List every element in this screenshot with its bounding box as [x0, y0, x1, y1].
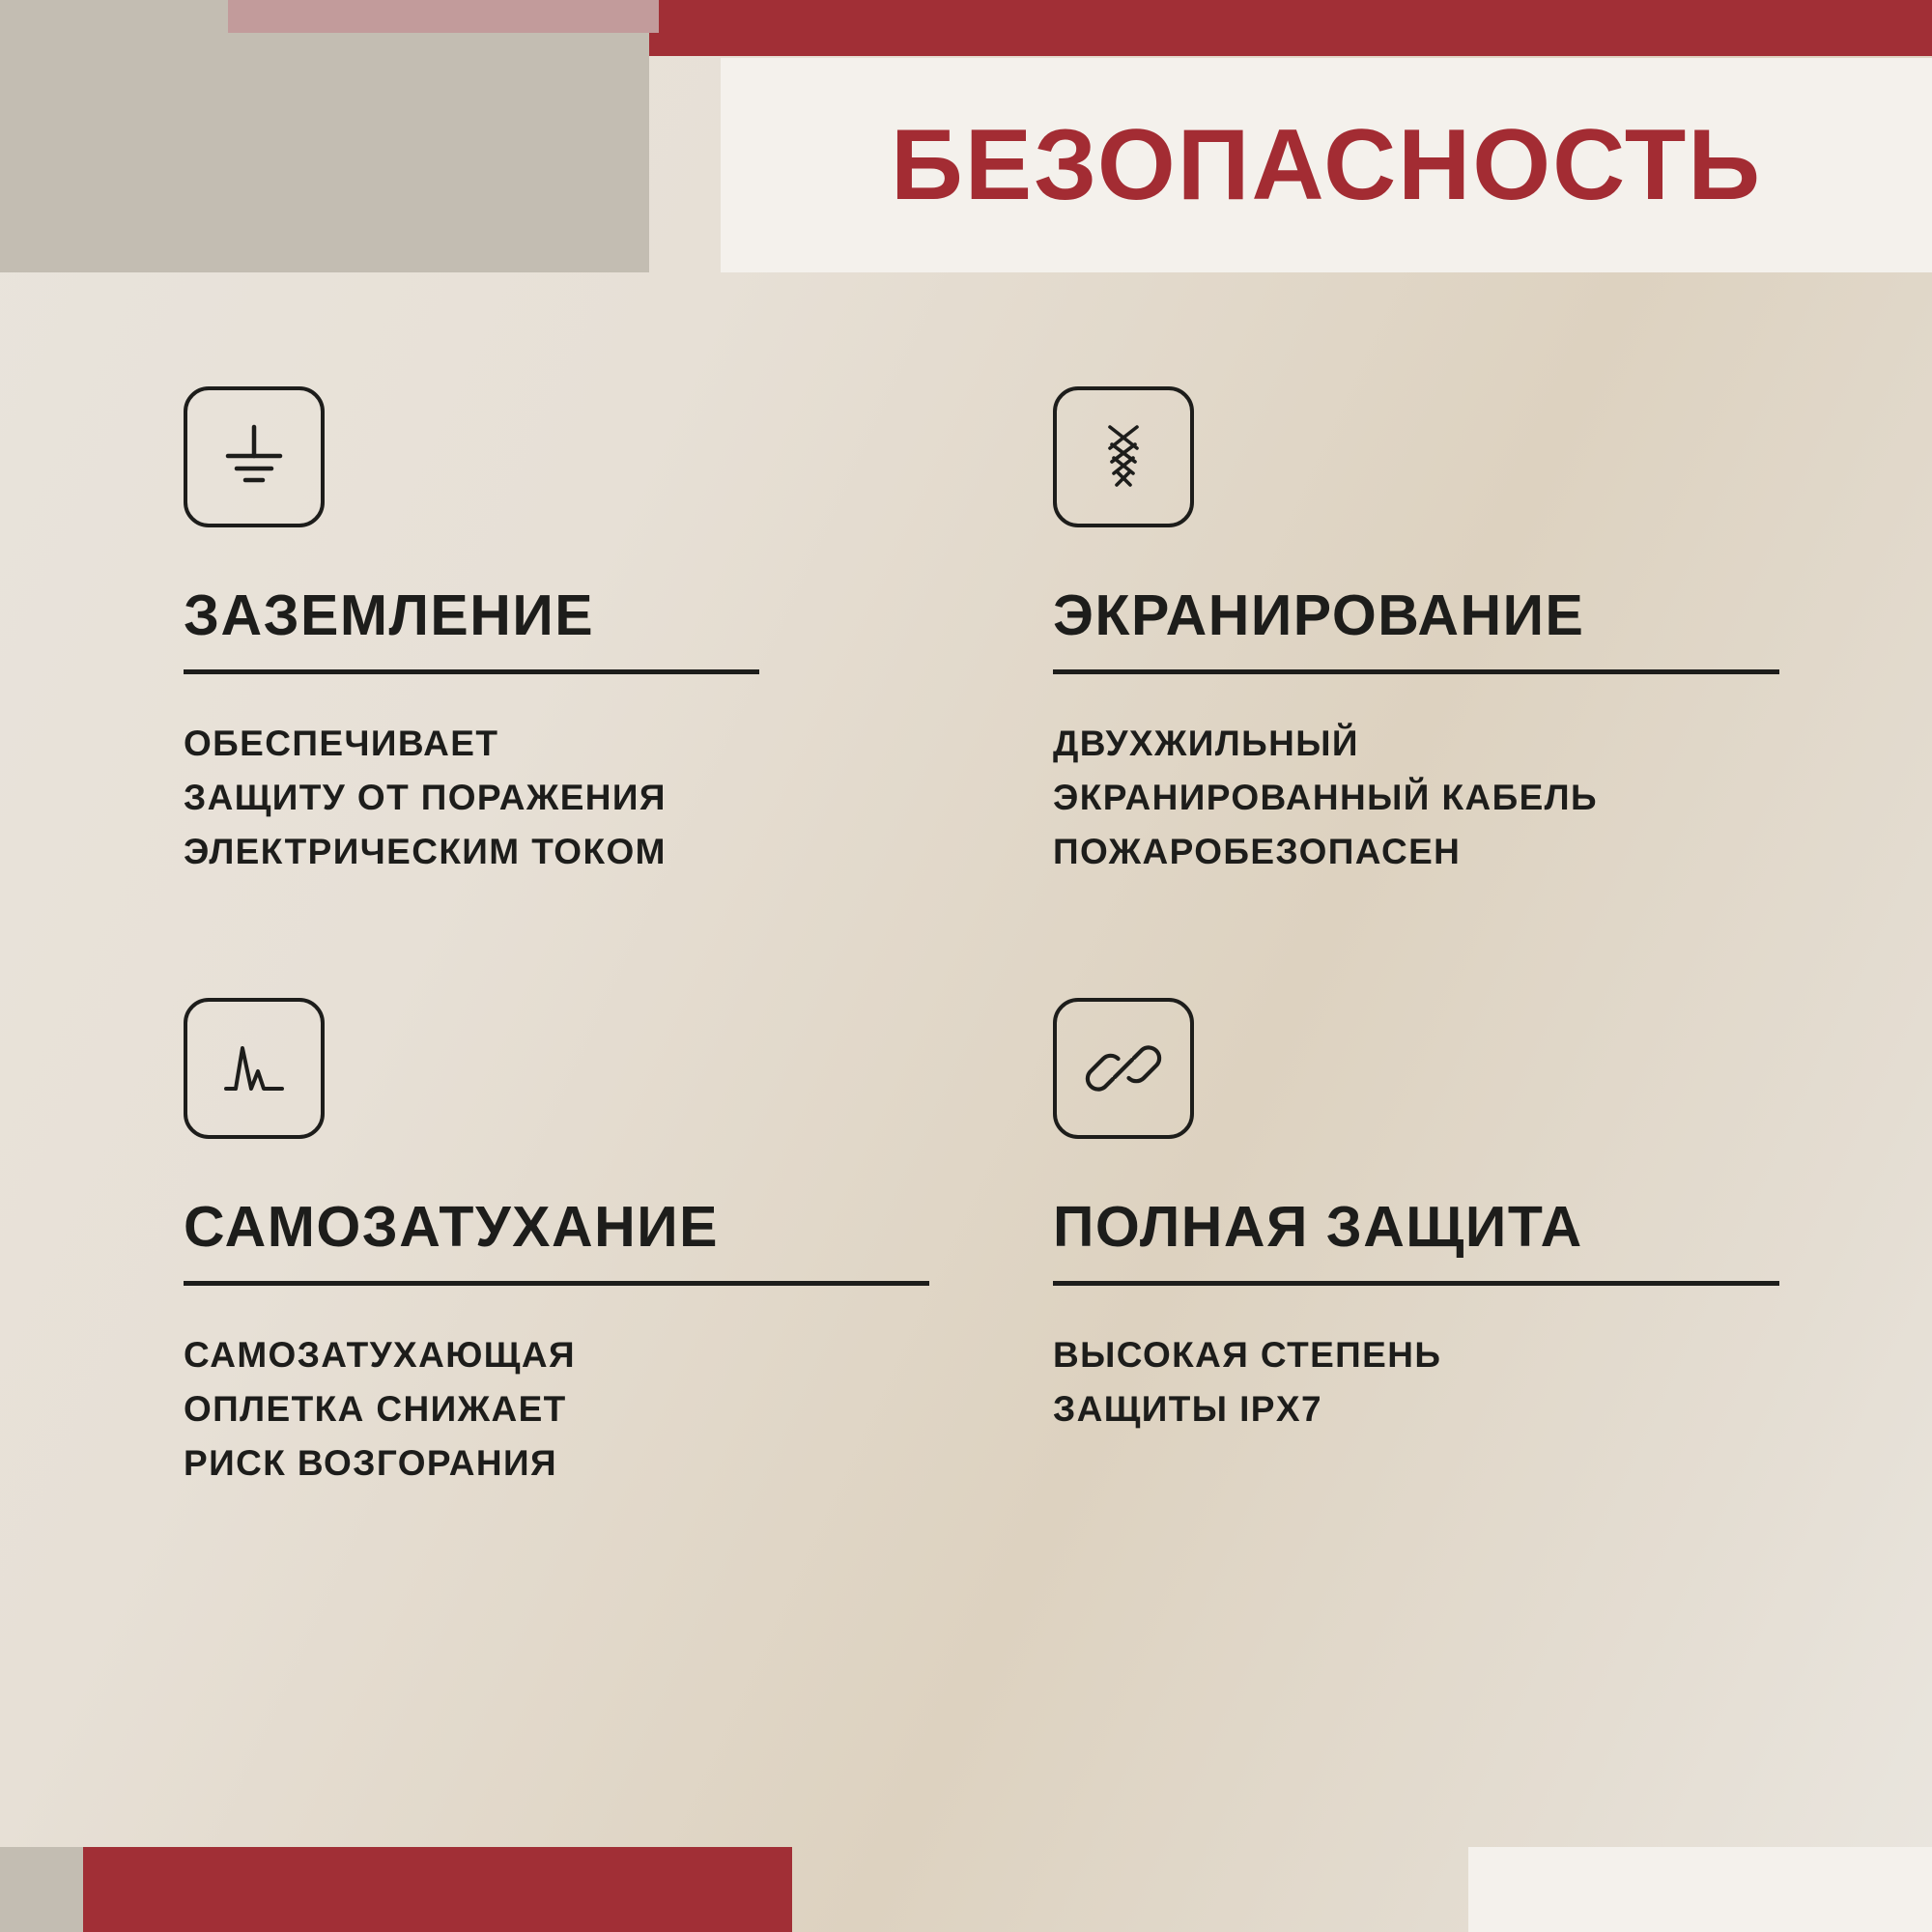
- title-divider: [184, 669, 759, 674]
- shielding-braid-icon: [1053, 386, 1194, 527]
- feature-body-line: ЭЛЕКТРИЧЕСКИМ ТОКОМ: [184, 832, 667, 872]
- feature-title: САМОЗАТУХАНИЕ: [184, 1194, 719, 1259]
- feature-card-full-protection: [1053, 998, 1787, 1492]
- feature-title: ПОЛНАЯ ЗАЩИТА: [1053, 1194, 1583, 1259]
- feature-body-line: ОБЕСПЕЧИВАЕТ: [184, 724, 499, 763]
- feature-body-line: РИСК ВОЗГОРАНИЯ: [184, 1443, 557, 1484]
- decorative-cream-bottom-block: [1468, 1847, 1932, 1932]
- title-divider: [1053, 1281, 1779, 1286]
- feature-card-shielding: [1053, 386, 1787, 880]
- title-divider: [1053, 669, 1779, 674]
- decorative-red-bottom-block: [0, 1847, 792, 1932]
- feature-card-self-extinguishing: [184, 998, 1053, 1492]
- feature-body-line: ЗАЩИТУ ОТ ПОРАЖЕНИЯ: [184, 778, 667, 818]
- feature-body-line: ЗАЩИТЫ IPX7: [1053, 1388, 1322, 1429]
- feature-body-line: ЭКРАНИРОВАННЫЙ КАБЕЛЬ: [1053, 778, 1599, 818]
- feature-body-line: ОПЛЕТКА СНИЖАЕТ: [184, 1388, 567, 1429]
- feature-body: [184, 1328, 1053, 1492]
- feature-title: ЭКРАНИРОВАНИЕ: [1053, 583, 1585, 647]
- feature-body-line: ПОЖАРОБЕЗОПАСЕН: [1053, 832, 1462, 872]
- feature-body-line: САМОЗАТУХАЮЩАЯ: [184, 1334, 576, 1375]
- feature-body-line: ВЫСОКАЯ СТЕПЕНЬ: [1053, 1334, 1442, 1375]
- title-panel: [721, 58, 1932, 272]
- decorative-rose-top-block: [228, 0, 659, 33]
- title-divider: [184, 1281, 929, 1286]
- feature-card-grounding: [184, 386, 1053, 880]
- self-extinguishing-pulse-icon: [184, 998, 325, 1139]
- feature-body: [1053, 717, 1787, 880]
- decorative-gray-bottom-block: [0, 1847, 83, 1932]
- feature-body: [184, 717, 1053, 880]
- decorative-gray-top-block: [0, 0, 649, 272]
- grounding-icon: [184, 386, 325, 527]
- page-title: БЕЗОПАСНОСТЬ: [891, 109, 1762, 221]
- features-grid: [184, 386, 1787, 1491]
- chain-link-icon: [1053, 998, 1194, 1139]
- feature-body: [1053, 1328, 1787, 1436]
- feature-title: ЗАЗЕМЛЕНИЕ: [184, 583, 595, 647]
- feature-body-line: ДВУХЖИЛЬНЫЙ: [1053, 724, 1359, 763]
